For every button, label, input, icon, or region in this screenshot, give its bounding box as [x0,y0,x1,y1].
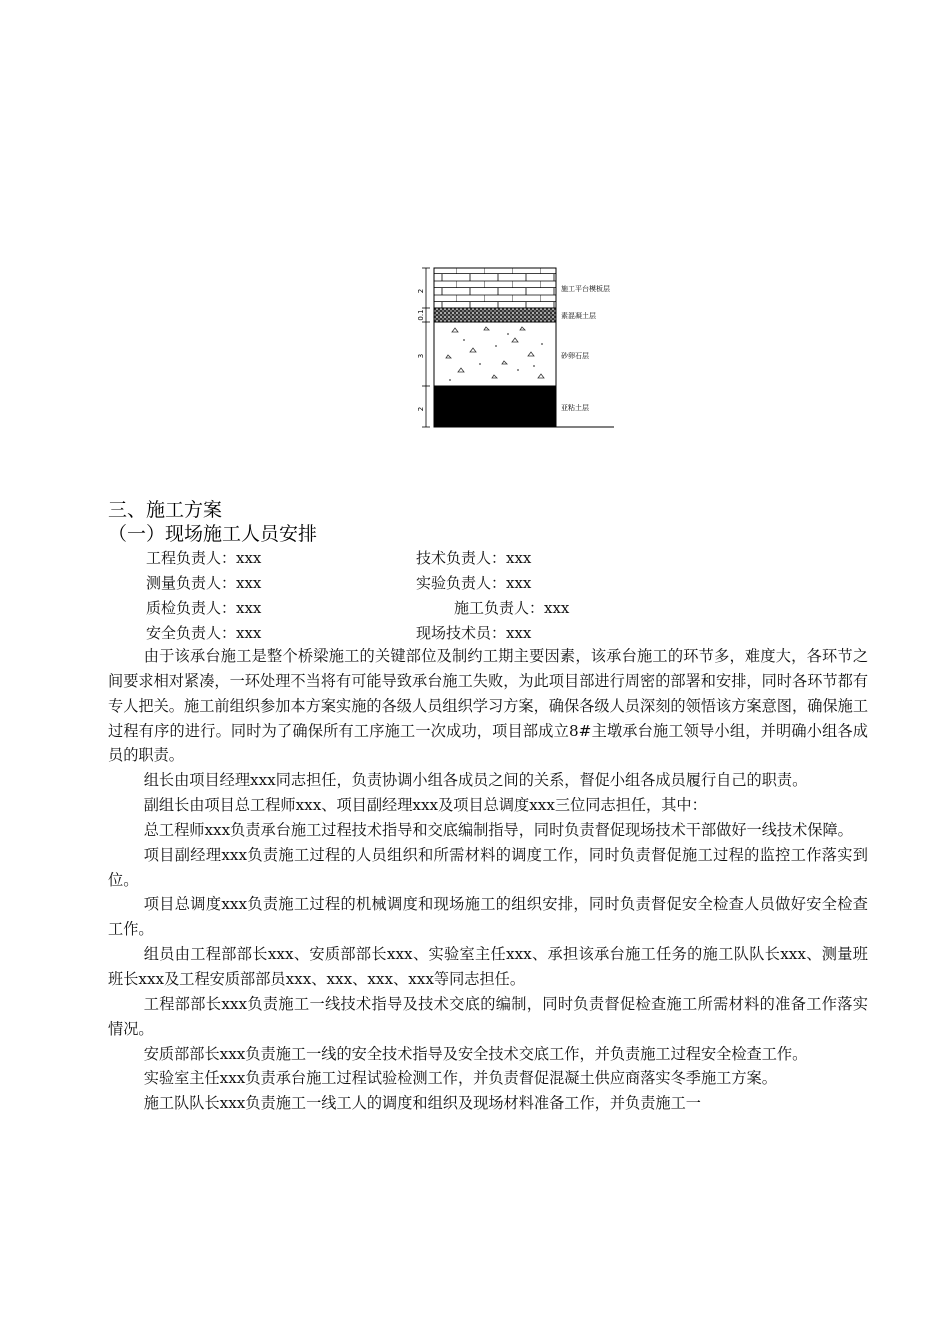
paragraph: 副组长由项目总工程师xxx、项目副经理xxx及项目总调度xxx三位同志担任，其中： [143,796,707,815]
staff-lab-lead: 实验负责人：xxx [416,574,532,592]
layer-label-gravel: 砂卵石层 [561,352,589,360]
paragraph: 由于该承台施工是整个桥梁施工的关键部位及制约工期主要因素，该承台施工的环节多，难度大，各环节之间要求相对紧凑，一环处理不当将有可能导致承台施工失败，为此项目部进行周密的部署和安排，同时各环节都有专人把关。施工前组织参加本方案实施的各级人员组织学习方案，确保各级人员深刻的领悟该方案意图，确保施工过程有序的进行。同时为了确保所有工序施工一次成功，项目部成立8#主墩承台施工领导小组，并明确小组各成员的职责。 [108,647,868,765]
paragraph: 总工程师xxx负责承台施工过程技术指导和交底编制指导，同时负责督促现场技术干部做好一线技术保障。 [143,820,853,839]
paragraph: 项目副经理xxx负责施工过程的人员组织和所需材料的调度工作，同时负责督促施工过程的监控工作落实到位。 [108,845,868,889]
paragraph: 组长由项目经理xxx同志担任，负责协调小组各成员之间的关系，督促小组各成员履行自己的职责。 [143,771,808,790]
staff-qc-lead: 质检负责人：xxx [146,599,262,617]
layer-label-concrete: 素混凝土层 [561,312,596,320]
thickness-label-gravel: 3 [417,353,425,359]
layer-label-platform: 施工平台模板层 [561,285,610,293]
staff-safety-lead: 安全负责人：xxx [146,624,262,642]
paragraph: 安质部部长xxx负责施工一线的安全技术指导及安全技术交底工作，并负责施工过程安全检查工作。 [143,1044,808,1063]
body-text [108,644,868,1116]
section-subtitle: （一）现场施工人员安排 [108,523,318,545]
paragraph: 项目总调度xxx负责施工过程的机械调度和现场施工的组织安排，同时负责督促安全检查人员做好安全检查工作。 [108,895,868,939]
thickness-label-platform: 2 [417,288,425,294]
layer-label-clay: 亚粘土层 [561,404,589,412]
staff-tech-lead: 技术负责人：xxx [416,549,532,567]
paragraph: 施工队队长xxx负责施工一线工人的调度和组织及现场材料准备工作，并负责施工一 [143,1094,701,1113]
paragraph: 组员由工程部部长xxx、安质部部长xxx、实验室主任xxx、承担该承台施工任务的施工队队长xxx、测量班班长xxx及工程安质部部员xxx、xxx、xxx、xxx等同志担任。 [108,945,868,988]
staff-construction-lead: 施工负责人：xxx [454,599,570,617]
paragraph: 工程部部长xxx负责施工一线技术指导及技术交底的编制，同时负责督促检查施工所需材料的准备工作落实情况。 [108,994,868,1038]
layer-silty-clay [434,386,556,427]
layer-plain-concrete [434,308,556,322]
paragraph: 实验室主任xxx负责承台施工过程试验检测工作，并负责督促混凝土供应商落实冬季施工方案。 [143,1069,777,1088]
thickness-label-concrete: 0.1 [417,309,425,321]
staff-project-lead: 工程负责人：xxx [146,549,262,567]
section-title: 三、施工方案 [108,499,223,521]
staff-survey-lead: 测量负责人：xxx [146,574,262,592]
soil-layer-diagram [400,260,630,435]
thickness-label-clay: 2 [417,406,425,412]
layer-platform [434,268,556,308]
staff-site-tech: 现场技术员：xxx [416,624,532,642]
